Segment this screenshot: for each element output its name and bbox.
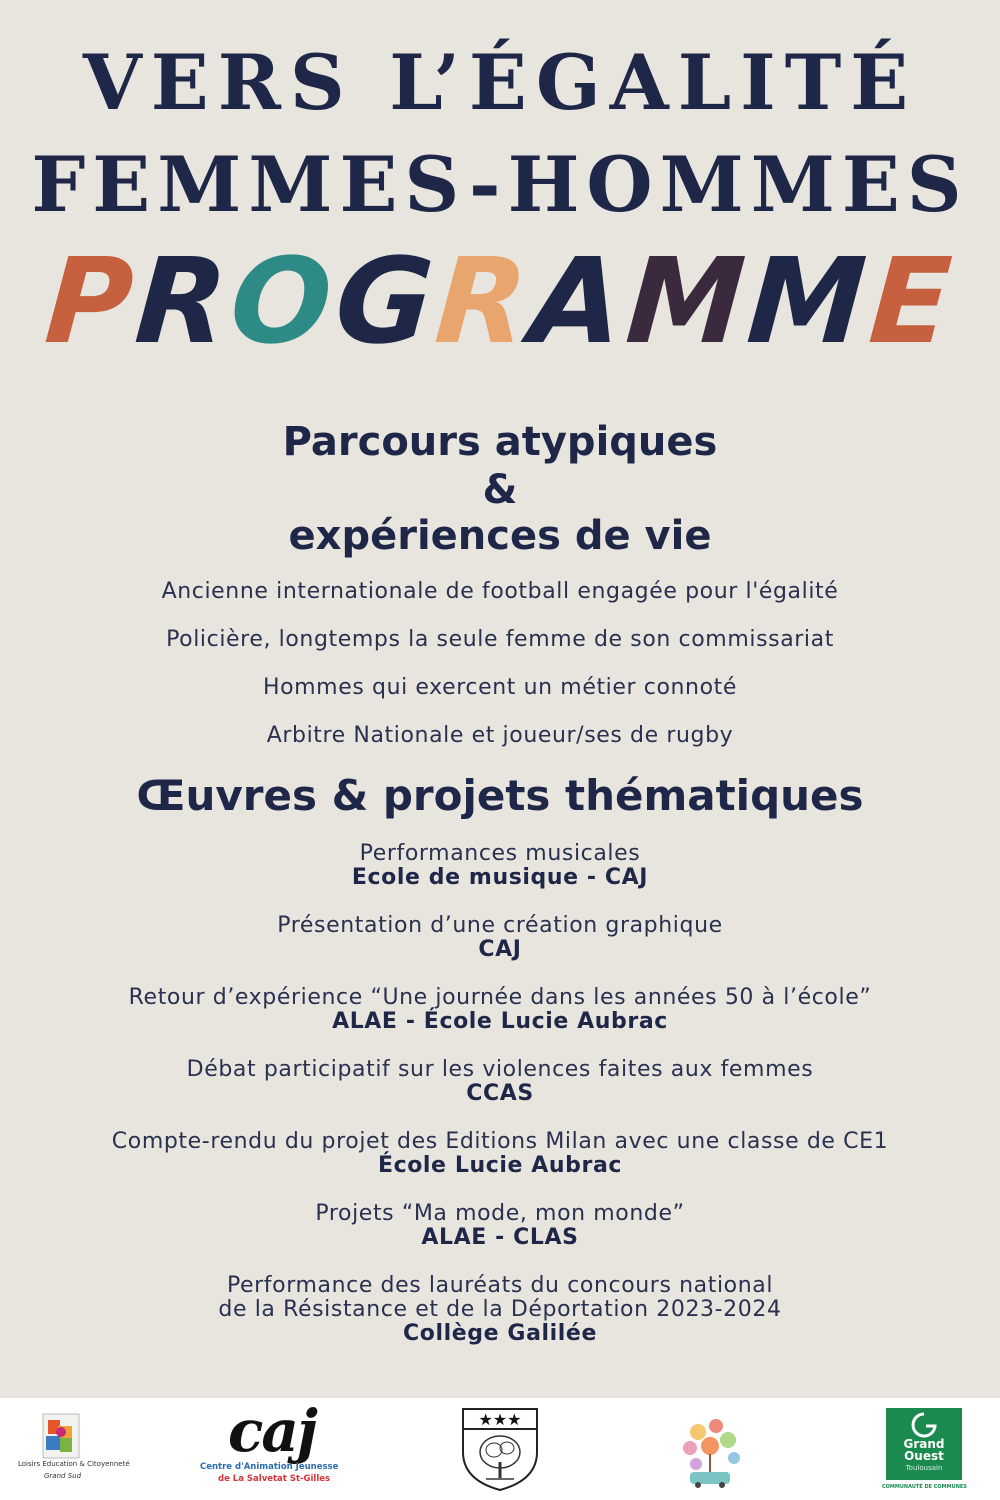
section2-item	[0, 914, 1000, 962]
caj-wordmark: caj	[228, 1397, 316, 1465]
lec-logo	[18, 1410, 130, 1490]
programme-letter: O	[226, 232, 341, 370]
programme-letter: M	[743, 232, 875, 370]
programme-heading	[0, 232, 1000, 370]
grand-ouest-tagline: COMMUNAUTÉ DE COMMUNES	[882, 1484, 967, 1490]
grand-ouest-badge	[886, 1408, 962, 1480]
item-text: Compte-rendu du projet des Editions Milan avec une classe de CE1	[111, 1129, 889, 1154]
lec-emblem-icon	[18, 1410, 108, 1462]
item-org: ALAE - École Lucie Aubrac	[332, 1009, 668, 1034]
caj-label-line2: de La Salvetat St-Gilles	[218, 1474, 331, 1484]
grand-ouest-line1: Grand	[903, 1437, 945, 1451]
item-org: Ecole de musique - CAJ	[351, 865, 649, 890]
item-text-line2: de la Résistance et de la Déportation 2023-2024	[218, 1297, 782, 1322]
item-text: Performance des lauréats du concours national	[226, 1273, 774, 1298]
title-line-2: FEMMES-HOMMES	[31, 140, 969, 229]
section2-item	[0, 986, 1000, 1034]
item-org: École Lucie Aubrac	[377, 1153, 623, 1178]
item-org: Collège Galilée	[403, 1321, 597, 1346]
illustration-logo	[668, 1410, 754, 1490]
section2-item	[0, 1130, 1000, 1178]
item-text: Projets “Ma mode, mon monde”	[315, 1201, 685, 1226]
item-text: Performances musicales	[359, 841, 641, 866]
section1-heading-line1: Parcours atypiques	[282, 419, 718, 465]
programme-letter: R	[431, 232, 537, 370]
section2-item	[0, 1274, 1000, 1346]
partner-logos-footer	[0, 1398, 1000, 1500]
item-text: Présentation d’une création graphique	[277, 913, 723, 938]
grand-ouest-line3: Toulousain	[905, 1464, 943, 1472]
grand-ouest-line2: Ouest	[904, 1449, 944, 1463]
shield-tree-icon	[460, 1406, 540, 1492]
programme-letter: M	[621, 232, 753, 370]
item-text: Débat participatif sur les violences faites aux femmes	[186, 1057, 814, 1082]
g-swirl-icon	[886, 1410, 962, 1440]
section2-heading: Œuvres & projets thématiques	[136, 771, 864, 820]
programme-letter: E	[864, 232, 959, 370]
programme-letter: P	[41, 232, 142, 370]
item-org: CAJ	[478, 937, 522, 962]
caj-logo	[200, 1397, 340, 1496]
programme-letter: G	[330, 232, 442, 370]
section1-item: Hommes qui exercent un métier connoté	[262, 675, 738, 700]
section1-heading-ampersand: &	[482, 467, 518, 513]
section1-heading-line3: expériences de vie	[288, 513, 712, 559]
title-line-1: VERS L’ÉGALITÉ	[82, 38, 918, 127]
grand-ouest-logo	[882, 1408, 967, 1492]
caj-label-line1: Centre d'Animation Jeunesse	[200, 1462, 339, 1472]
section2-item	[0, 842, 1000, 890]
flower-tree-icon	[668, 1410, 754, 1490]
item-org: ALAE - CLAS	[421, 1225, 579, 1250]
section1-item: Arbitre Nationale et joueur/ses de rugby	[266, 723, 734, 748]
svg-text:★★★: ★★★	[478, 1410, 522, 1429]
section1-item: Policière, longtemps la seule femme de son commissariat	[166, 627, 834, 652]
coat-of-arms-logo	[460, 1406, 540, 1492]
programme-letter: A	[526, 232, 632, 370]
item-text: Retour d’expérience “Une journée dans les années 50 à l’école”	[128, 985, 872, 1010]
lec-label: Loisirs Education & Citoyenneté	[18, 1460, 130, 1468]
item-org: CCAS	[466, 1081, 534, 1106]
programme-letter: R	[131, 232, 237, 370]
section2-item	[0, 1058, 1000, 1106]
lec-sublabel: Grand Sud	[44, 1472, 82, 1480]
section2-item	[0, 1202, 1000, 1250]
section1-item: Ancienne internationale de football engagée pour l'égalité	[161, 579, 839, 604]
